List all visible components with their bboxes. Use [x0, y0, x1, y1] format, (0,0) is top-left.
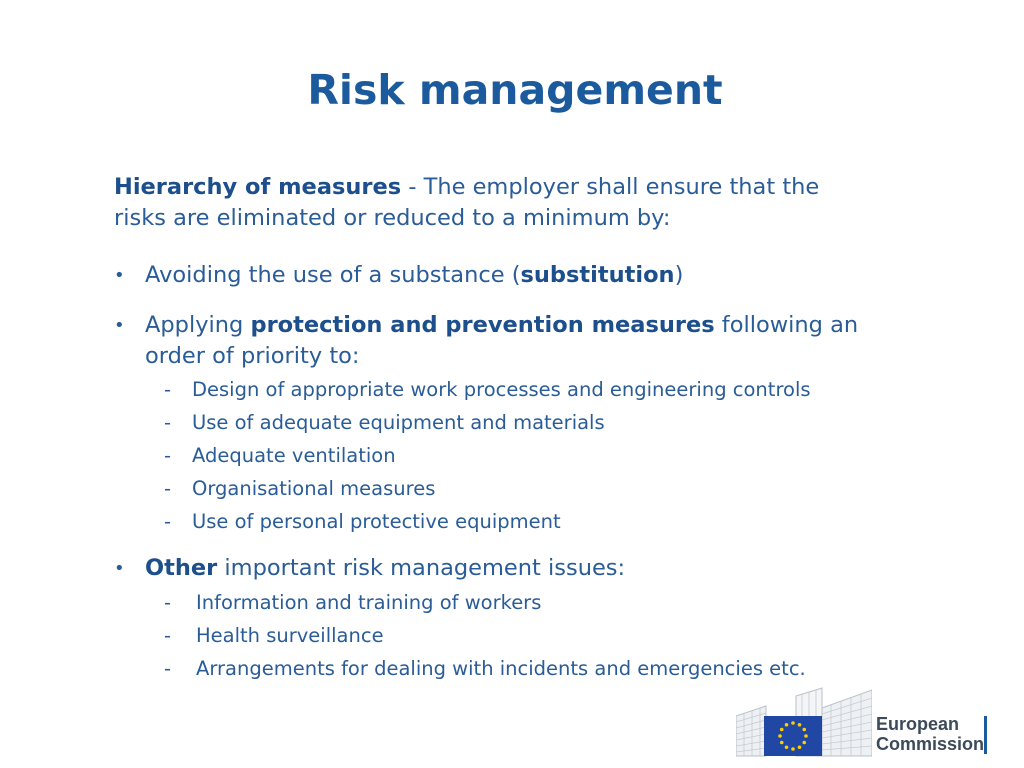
eu-star-icon [802, 728, 806, 732]
bullet-text-post: important risk management issues: [217, 555, 626, 581]
dash-marker: - [164, 477, 172, 500]
dash-marker: - [164, 378, 172, 401]
eu-star-icon [785, 723, 789, 727]
bullet-text [145, 310, 970, 372]
sub-item-text: Health surveillance [196, 624, 384, 647]
intro-text-line1: - The employer shall ensure that the [401, 174, 820, 200]
bullet-text-post: ) [674, 262, 684, 288]
bullet-marker: • [114, 315, 125, 336]
european-commission-logo [736, 686, 996, 758]
eu-star-icon [778, 734, 782, 738]
intro-bold: Hierarchy of measures [114, 174, 402, 200]
eu-star-icon [802, 741, 806, 745]
sub-item-text: Design of appropriate work processes and engineering controls [192, 378, 811, 401]
intro-paragraph [114, 172, 954, 234]
bullet-marker: • [114, 558, 125, 579]
bullet-text [145, 260, 970, 291]
sub-item-text: Information and training of workers [196, 591, 542, 614]
eu-star-icon [785, 745, 789, 749]
dash-marker: - [164, 444, 172, 467]
sub-item-text: Arrangements for dealing with incidents and emergencies etc. [196, 657, 806, 680]
eu-star-icon [804, 734, 808, 738]
dash-marker: - [164, 624, 172, 647]
eu-star-icon [798, 723, 802, 727]
bullet-text-bold: Other [145, 555, 218, 581]
dash-marker: - [164, 657, 172, 680]
eu-star-icon [780, 741, 784, 745]
sub-item-text: Adequate ventilation [192, 444, 396, 467]
logo-divider [984, 716, 987, 754]
bullet-text-post: following an [714, 312, 859, 338]
eu-star-icon [791, 747, 795, 751]
bullet-text-line2: order of priority to: [145, 343, 360, 369]
dash-marker: - [164, 510, 172, 533]
eu-star-icon [791, 721, 795, 725]
logo-line2: Commission [876, 734, 985, 754]
sub-item-text: Use of personal protective equipment [192, 510, 561, 533]
bullet-marker: • [114, 265, 125, 286]
logo-wordmark [876, 714, 984, 754]
berlaymont-building-icon [736, 686, 872, 758]
eu-star-icon [780, 728, 784, 732]
dash-marker: - [164, 411, 172, 434]
logo-line1: European [876, 714, 960, 734]
dash-marker: - [164, 591, 172, 614]
bullet-text [145, 553, 970, 584]
eu-star-icon [798, 745, 802, 749]
sub-item-text: Organisational measures [192, 477, 436, 500]
bullet-text-pre: Avoiding the use of a substance ( [145, 262, 521, 288]
bullet-text-pre: Applying [145, 312, 251, 338]
slide-title: Risk management [307, 66, 723, 114]
bullet-text-bold: substitution [520, 262, 675, 288]
sub-item-text: Use of adequate equipment and materials [192, 411, 605, 434]
intro-text-line2: risks are eliminated or reduced to a minimum by: [114, 205, 671, 231]
bullet-text-bold: protection and prevention measures [250, 312, 715, 338]
